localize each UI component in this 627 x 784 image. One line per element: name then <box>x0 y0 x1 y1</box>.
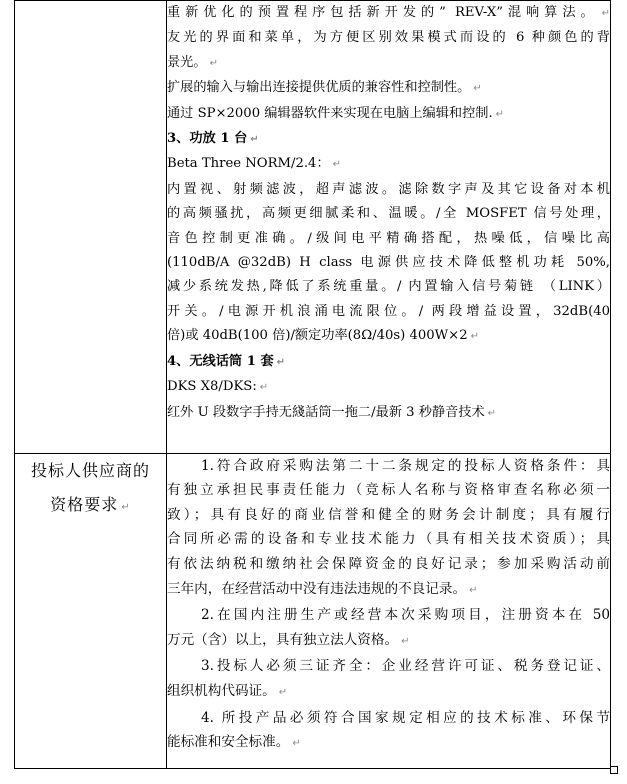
requirement-line: 合同所必需的设备和专业技术能力（具有相关技术资质）；具 <box>167 531 610 548</box>
microphone-heading: 4、无线话筒 1 套 ↵ <box>167 353 286 369</box>
spec-line: 的高频骚扰，高频更细腻柔和、温暖。/全 MOSFET 信号处理， <box>167 206 610 222</box>
requirement-line: 1.符合政府采购法第二十二条规定的投标人资格条件：具 <box>201 457 610 474</box>
qualification-label: 投标人供应商的 资格要求 ↵ <box>30 460 150 514</box>
requirement-line: 组织机构代码证。 ↵ <box>167 682 288 699</box>
empty-label-cell <box>15 1 167 454</box>
microphone-model: DKS X8/DKS: ↵ <box>167 379 269 395</box>
spec-line: 内置视、射频滤波，超声滤波。滤除数字声及其它设备对本机 <box>167 181 610 197</box>
table-end-marker <box>610 766 618 774</box>
requirement-line: 2.在国内注册生产或经营本次采购项目，注册资本在 50 <box>201 607 610 624</box>
spec-line: 红外 U 段数字手持无綫話筒一拖二/最新 3 秒静音技术 ↵ <box>167 404 497 420</box>
spec-line: 开关。/电源开机浪涌电流限位。/ 两段增益设置，32dB(40 <box>167 303 610 319</box>
qualification-requirements-cell <box>167 453 611 768</box>
spec-line: (110dB/A @32dB) H class 电源供应技术降低整机功耗 50%, <box>167 255 610 271</box>
qualification-label-cell <box>15 453 167 768</box>
requirement-line: 4. 所投产品必须符合国家规定相应的技术标准、环保节 <box>201 709 610 726</box>
spec-line: 重新优化的预置程序包括新开发的” REV-X”混响算法。 ↵ <box>167 5 610 20</box>
requirement-line: 致）；具有良好的商业信誉和健全的财务会计制度；具有履行 <box>167 506 610 523</box>
table-row <box>15 453 611 768</box>
spec-line: 通过 SP×2000 编辑器软件来实现在电脑上编辑和控制. ↵ <box>167 105 505 121</box>
requirement-line: 能标准和安全标准。 ↵ <box>167 734 301 751</box>
requirement-line: 有依法纳税和缴纳社会保障资金的良好记录；参加采购活动前 <box>167 555 610 572</box>
spec-line: 友光的界面和菜单，为方便区别效果模式而设的 6 种颜色的背 <box>167 30 610 46</box>
specification-table <box>14 0 611 769</box>
requirement-line: 有独立承担民事责任能力（竞标人名称与资格审查名称必须一 <box>167 482 610 499</box>
requirement-line: 3.投标人必须三证齐全：企业经营许可证、税务登记证、 <box>201 658 610 675</box>
amplifier-heading: 3、功放 1 台 ↵ <box>167 131 259 147</box>
amplifier-model: Beta Three NORM/2.4： ↵ <box>167 156 342 172</box>
table-row <box>15 1 611 454</box>
spec-line: 减少系统发热,降低了系统重量。/ 内置输入信号菊链 （LINK） <box>167 279 610 295</box>
requirement-line: 万元（含）以上，具有独立法人资格。 ↵ <box>167 631 410 648</box>
spec-line: 扩展的输入与输出连接提供优质的兼容性和控制性。 ↵ <box>167 80 482 96</box>
equipment-specs-cell <box>167 1 611 454</box>
requirement-line: 三年内，在经营活动中没有违法违规的不良记录。 ↵ <box>167 580 478 597</box>
spec-line: 音色控制更准确。/级间电平精确搭配，热噪低，信噪比高 <box>167 230 610 246</box>
spec-line: 景光。 ↵ <box>167 54 218 70</box>
spec-line: 倍)或 40dB(100 倍)/额定功率(8Ω/40s) 400W×2 ↵ <box>167 328 480 344</box>
